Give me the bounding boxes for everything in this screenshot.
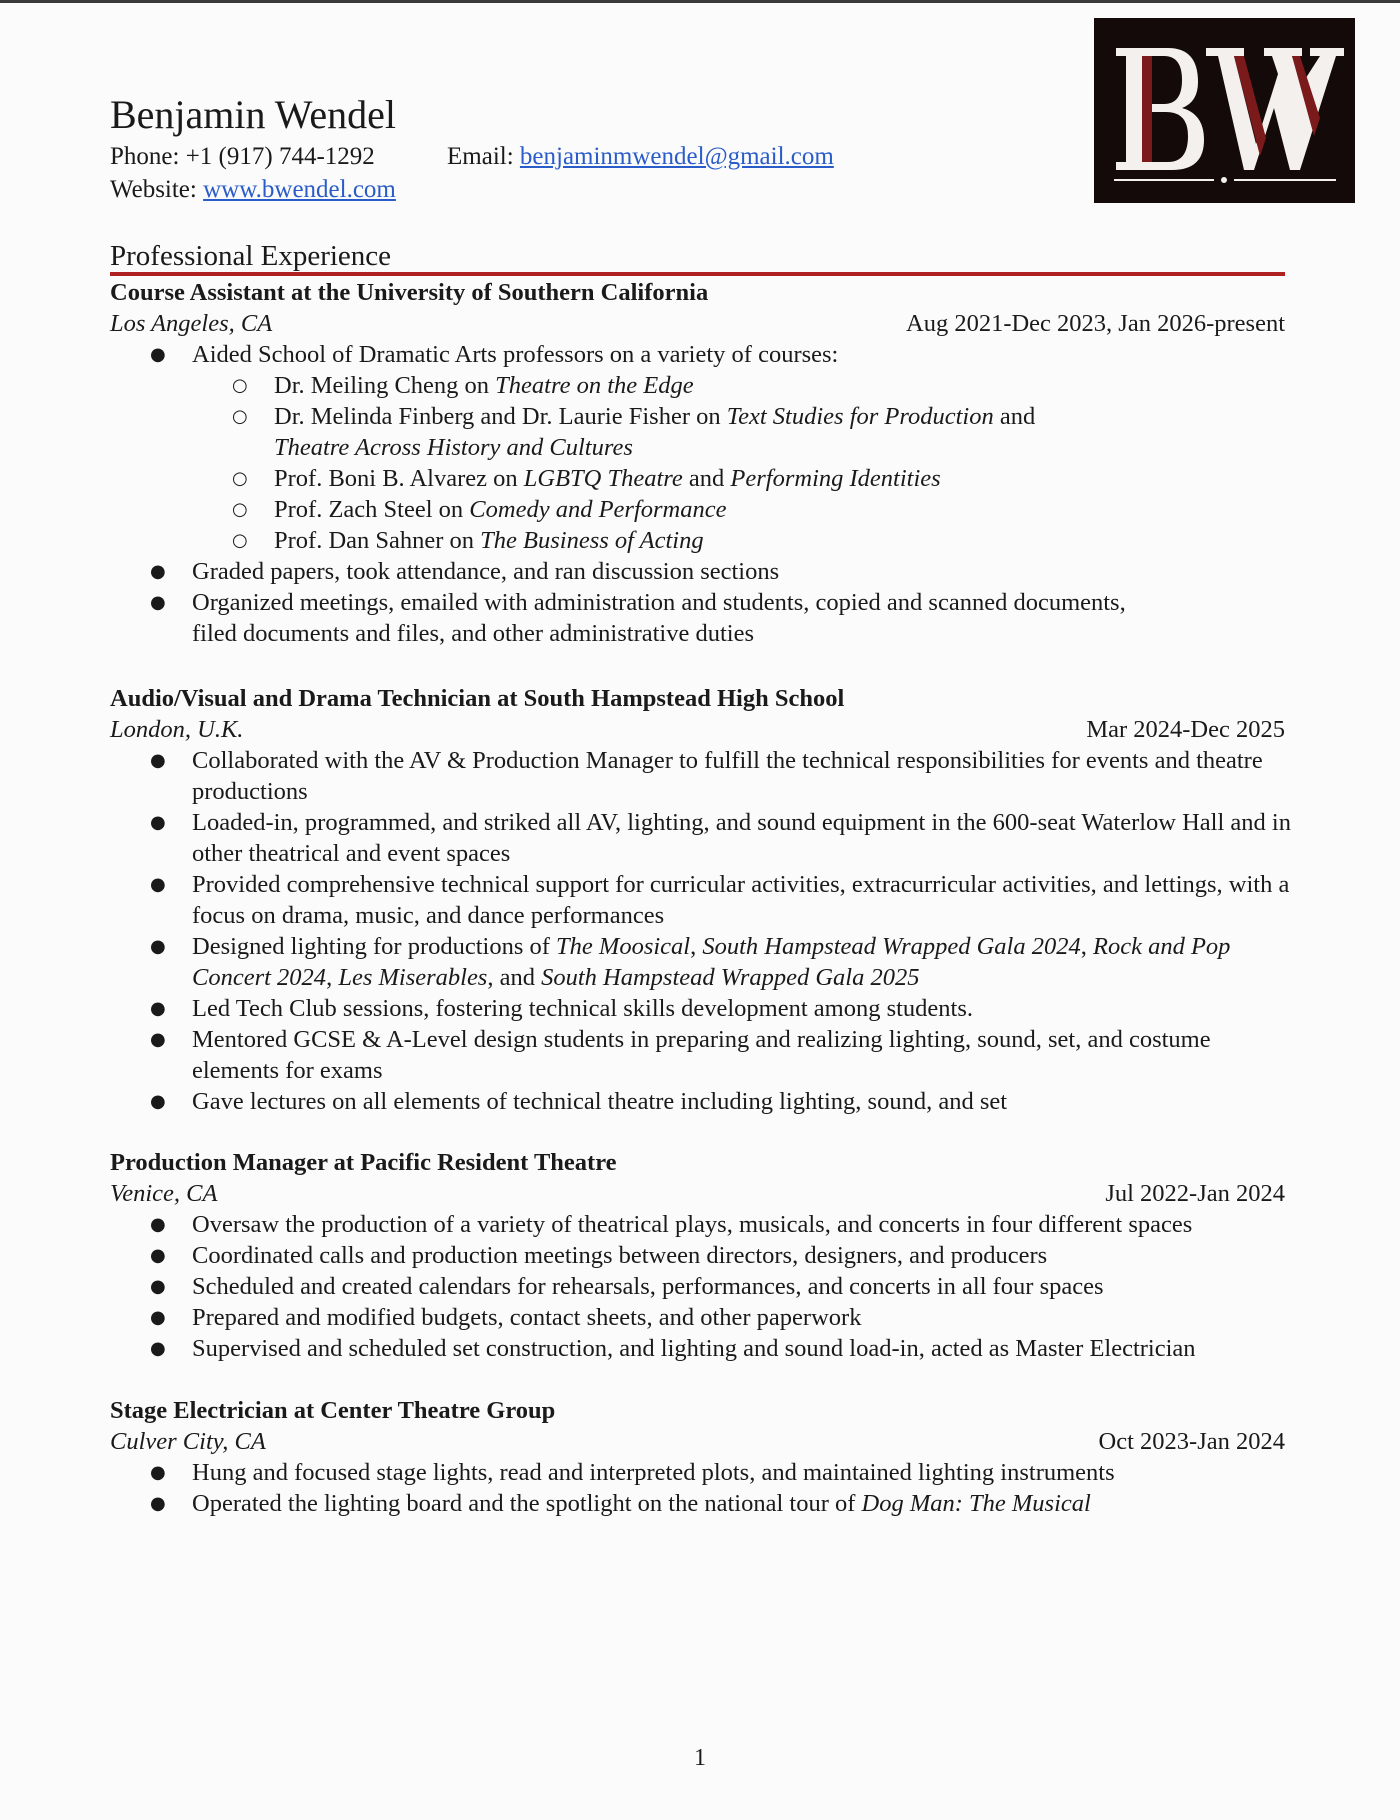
job-entry-usc bbox=[110, 277, 1285, 649]
job-bullets bbox=[110, 339, 1285, 649]
email-label: Email: bbox=[447, 143, 520, 170]
job-meta bbox=[110, 1426, 1285, 1457]
course-text: Prof. Zach Steel on bbox=[274, 496, 470, 523]
course-item bbox=[192, 463, 1295, 494]
bullet-item: ● Gave lectures on all elements of technical theatre including lighting, sound, and set bbox=[110, 1086, 1295, 1117]
bullet-item: ● Oversaw the production of a variety of theatrical plays, musicals, and concerts in four different spaces bbox=[110, 1209, 1295, 1240]
production-title: Dog Man: The Musical bbox=[861, 1490, 1091, 1517]
email-line bbox=[447, 141, 834, 173]
course-title: Theatre on the Edge bbox=[495, 372, 694, 399]
bullet-item: ● Graded papers, took attendance, and ran discussion sections bbox=[110, 556, 1295, 587]
bullet-text: , and bbox=[487, 964, 542, 991]
bullet-text: Operated the lighting board and the spotlight on the national tour of bbox=[192, 1490, 862, 1517]
production-title: South Hampstead Wrapped Gala 2024 bbox=[702, 933, 1081, 960]
phone-line: Phone: +1 (917) 744-1292 bbox=[110, 143, 375, 170]
job-location: London, U.K. bbox=[110, 716, 244, 743]
page-number: 1 bbox=[694, 1745, 706, 1771]
bullet-item: ● Prepared and modified budgets, contact sheets, and other paperwork bbox=[110, 1302, 1295, 1333]
bullet-item: ● Scheduled and created calendars for rehearsals, performances, and concerts in all four spaces bbox=[110, 1271, 1295, 1302]
bw-logo bbox=[1094, 18, 1355, 203]
bullet-text: , bbox=[326, 964, 339, 991]
website-line bbox=[110, 174, 396, 206]
bullet-item bbox=[110, 931, 1295, 993]
production-title: South Hampstead Wrapped Gala 2025 bbox=[541, 964, 920, 991]
bullet-item: ● Hung and focused stage lights, read and interpreted plots, and maintained lighting instruments bbox=[110, 1457, 1295, 1488]
job-title: Audio/Visual and Drama Technician at South Hampstead High School bbox=[110, 685, 845, 712]
bullet-item bbox=[110, 339, 1295, 556]
production-title: The Moosical bbox=[556, 933, 691, 960]
bullet-text: , bbox=[1080, 933, 1093, 960]
job-meta bbox=[110, 714, 1285, 745]
course-text: Dr. Meiling Cheng on bbox=[274, 372, 496, 399]
job-meta bbox=[110, 308, 1285, 339]
course-text: Prof. Boni B. Alvarez on bbox=[274, 465, 524, 492]
bullet-text: , bbox=[690, 933, 703, 960]
section-title-professional-experience: Professional Experience bbox=[110, 240, 392, 272]
email-link[interactable]: benjaminmwendel@gmail.com bbox=[519, 143, 834, 170]
course-text: Prof. Dan Sahner on bbox=[274, 527, 481, 554]
bullet-item: ● Supervised and scheduled set construction, and lighting and sound load-in, acted as Master Electrician bbox=[110, 1333, 1295, 1364]
job-dates: Mar 2024-Dec 2025 bbox=[1086, 716, 1285, 743]
production-title: Rock and Pop Concert 2024 bbox=[192, 933, 1231, 991]
course-list bbox=[192, 370, 1295, 556]
job-title: Stage Electrician at Center Theatre Group bbox=[110, 1397, 556, 1424]
job-bullets bbox=[110, 745, 1291, 1117]
production-title: Les Miserables bbox=[338, 964, 488, 991]
course-title: LGBTQ Theatre bbox=[523, 465, 683, 492]
job-title: Production Manager at Pacific Resident Theatre bbox=[110, 1149, 617, 1176]
job-dates: Jul 2022-Jan 2024 bbox=[1105, 1180, 1285, 1207]
course-title: Comedy and Performance bbox=[469, 496, 727, 523]
job-bullets bbox=[110, 1457, 1285, 1519]
course-title: Theatre Across History and Cultures bbox=[274, 434, 633, 461]
course-text: and bbox=[993, 403, 1036, 430]
job-entry-center-theatre bbox=[110, 1395, 1285, 1519]
bullet-item: ● Led Tech Club sessions, fostering technical skills development among students. bbox=[110, 993, 1295, 1024]
bullet-text: Designed lighting for productions of bbox=[192, 933, 557, 960]
job-location: Los Angeles, CA bbox=[110, 310, 273, 337]
course-text: Dr. Melinda Finberg and Dr. Laurie Fisher on bbox=[274, 403, 727, 430]
job-bullets bbox=[110, 1209, 1285, 1364]
website-link[interactable]: www.bwendel.com bbox=[203, 176, 396, 203]
bullet-item: ● Loaded-in, programmed, and striked all AV, lighting, and sound equipment in the 600-seat Waterlow Hall and in other theatrical and event spaces bbox=[110, 807, 1295, 869]
job-dates: Aug 2021-Dec 2023, Jan 2026-present bbox=[906, 310, 1285, 337]
course-item bbox=[192, 370, 1295, 401]
course-item bbox=[192, 525, 1295, 556]
job-meta bbox=[110, 1178, 1285, 1209]
website-label: Website: bbox=[110, 176, 204, 203]
section-divider bbox=[110, 272, 1285, 276]
course-item bbox=[192, 401, 1295, 463]
bullet-item: ● Mentored GCSE & A-Level design students in preparing and realizing lighting, sound, set, and costume elements for exams bbox=[110, 1024, 1295, 1086]
job-entry-south-hampstead bbox=[110, 683, 1291, 1117]
bullet-item: ● Provided comprehensive technical support for curricular activities, extracurricular activities, and lettings, with a focus on drama, music, and dance performances bbox=[110, 869, 1295, 931]
job-dates: Oct 2023-Jan 2024 bbox=[1098, 1428, 1285, 1455]
job-location: Venice, CA bbox=[110, 1180, 218, 1207]
job-title: Course Assistant at the University of Southern California bbox=[110, 279, 709, 306]
course-title: Text Studies for Production bbox=[726, 403, 994, 430]
job-entry-pacific-resident bbox=[110, 1147, 1285, 1364]
bullet-item: ● Organized meetings, emailed with administration and students, copied and scanned documents, filed documents and files, and other administrative duties bbox=[110, 587, 1145, 649]
bullet-item bbox=[110, 1488, 1295, 1519]
course-item bbox=[192, 494, 1295, 525]
job-location: Culver City, CA bbox=[110, 1428, 266, 1455]
course-text: and bbox=[682, 465, 731, 492]
document-page bbox=[0, 3, 1400, 1820]
bullet-item: ● Collaborated with the AV & Production Manager to fulfill the technical responsibilities for events and theatre productions bbox=[110, 745, 1295, 807]
bullet-text: Aided School of Dramatic Arts professors on a variety of courses: bbox=[192, 341, 839, 368]
applicant-name: Benjamin Wendel bbox=[110, 92, 396, 137]
bullet-item: ● Coordinated calls and production meetings between directors, designers, and producers bbox=[110, 1240, 1295, 1271]
course-title: The Business of Acting bbox=[480, 527, 704, 554]
course-title: Performing Identities bbox=[730, 465, 941, 492]
